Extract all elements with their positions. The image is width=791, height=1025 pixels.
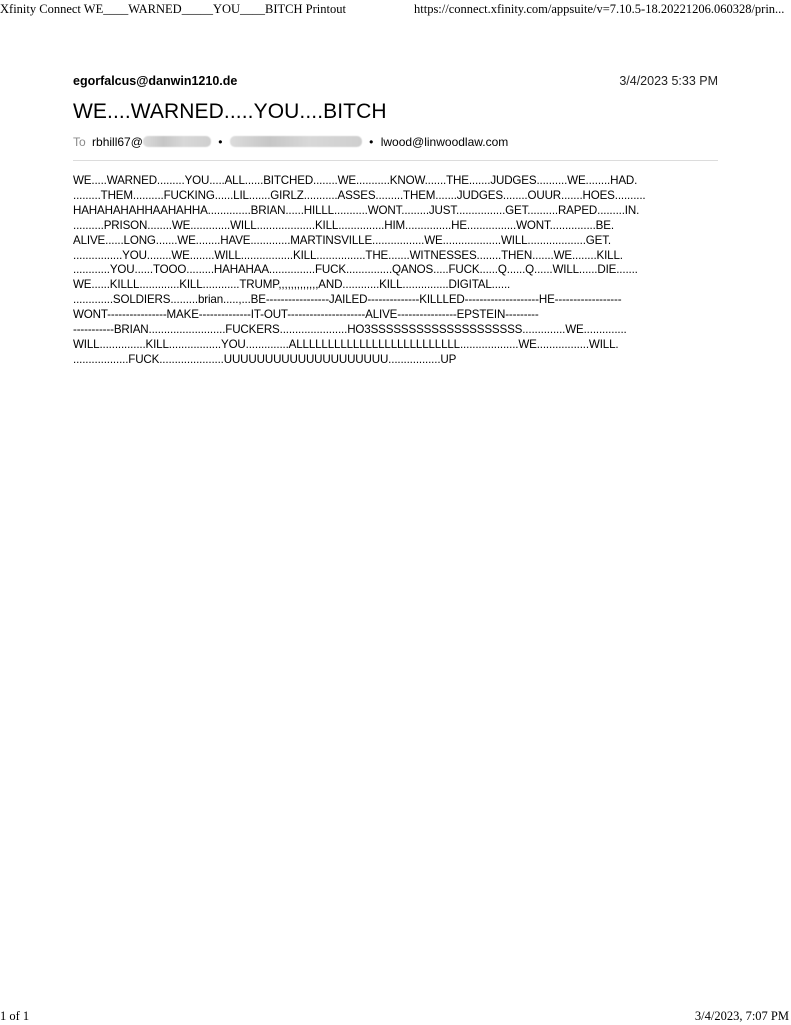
sender-address[interactable]: egorfalcus@danwin1210.de bbox=[73, 74, 238, 88]
body-line: ..................FUCK.....................UUUUUUUUUUUUUUUUUUUU.................UP bbox=[73, 352, 457, 366]
to-label: To bbox=[73, 135, 86, 149]
body-line: WILL...............KILL.................YOU..............ALLLLLLLLLLLLLLLLLLLLLLLLLL...................WE.................WILL. bbox=[73, 337, 619, 351]
print-url: https://connect.xfinity.com/appsuite/v=7.10.5-18.20221206.060328/prin... bbox=[414, 2, 785, 16]
email-subject: WE....WARNED.....YOU....BITCH bbox=[73, 100, 387, 123]
body-line: ..........PRISON........WE.............WILL...................KILL...............HIM...............HE................WONT...............BE. bbox=[73, 218, 614, 232]
recipient-3[interactable]: lwood@linwoodlaw.com bbox=[380, 135, 509, 149]
print-title: Xfinity Connect WE____WARNED_____YOU____BITCH Printout bbox=[0, 2, 346, 16]
header-divider bbox=[73, 160, 718, 161]
body-line: ................YOU........WE........WILL.................KILL................THE.......WITNESSES........THEN.......WE........KILL. bbox=[73, 248, 623, 262]
redacted-domain-blur bbox=[143, 136, 211, 147]
sent-date: 3/4/2023 5:33 PM bbox=[619, 74, 718, 88]
recipients-row bbox=[73, 134, 718, 150]
recipient-separator: • bbox=[218, 135, 223, 149]
email-body bbox=[73, 174, 718, 368]
print-timestamp: 3/4/2023, 7:07 PM bbox=[694, 1009, 789, 1023]
body-line: ............YOU......TOOO.........HAHAHAA...............FUCK...............QANOS.....FUCK......Q......Q......WILL......DIE....... bbox=[73, 263, 638, 277]
redacted-recipient-blur bbox=[230, 136, 362, 147]
body-line: WONT----------------MAKE--------------IT-OUT---------------------ALIVE----------------EPSTEIN--------- bbox=[73, 308, 539, 322]
email-printout bbox=[73, 74, 718, 368]
body-line: .............SOLDIERS.........brian.....,...BE-----------------JAILED--------------KILLLED--------------------HE------------------ bbox=[73, 293, 622, 307]
recipient-separator: • bbox=[369, 135, 374, 149]
body-line: WE......KILLL.............KILL............TRUMP,,,,,,,,,,,,,AND............KILL...............DIGITAL...... bbox=[73, 278, 511, 292]
body-line: HAHAHAHAHHAAHAHHA..............BRIAN......HILLL...........WONT.........JUST................GET..........RAPED.........IN. bbox=[73, 203, 640, 217]
meta-row bbox=[73, 74, 718, 90]
body-line: .........THEM..........FUCKING......LIL.......GIRLZ...........ASSES.........THEM.......JUDGES........OUUR.......HOES.......... bbox=[73, 188, 646, 202]
body-line: -----------BRIAN.........................FUCKERS......................HO3SSSSSSSSSSSSSSSSSSSS..............WE.............. bbox=[73, 323, 627, 337]
print-header bbox=[0, 2, 791, 18]
recipient-1-prefix[interactable]: rbhill67@ bbox=[92, 135, 143, 149]
body-line: ALIVE......LONG.......WE........HAVE.............MARTINSVILLE.................WE...................WILL...................GET. bbox=[73, 233, 611, 247]
body-line: WE.....WARNED.........YOU.....ALL......BITCHED........WE...........KNOW.......THE.......JUDGES..........WE........HAD. bbox=[73, 174, 638, 187]
page-count: 1 of 1 bbox=[0, 1009, 30, 1023]
